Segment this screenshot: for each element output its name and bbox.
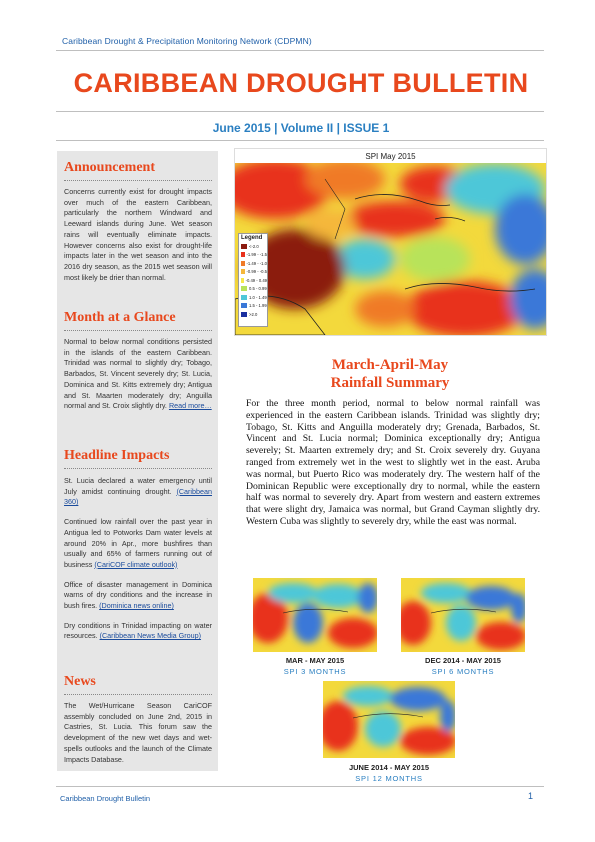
spi-6-caption: DEC 2014 - MAY 2015 bbox=[425, 656, 501, 665]
legend-label: <-2.0 bbox=[249, 243, 259, 249]
page-number: 1 bbox=[528, 791, 534, 801]
impact-text: St. Lucia declared a water emergency until July amidst continuing drought. bbox=[64, 476, 212, 496]
impact-item bbox=[64, 580, 212, 612]
legend-swatch bbox=[241, 312, 247, 317]
impact-text: Dry conditions in Trinidad impacting on water resources. bbox=[64, 620, 212, 641]
legend-label: -1.49 - -1.0 bbox=[246, 260, 267, 266]
spi-12-subcaption: SPI 12 MONTHS bbox=[355, 774, 423, 783]
summary-title-line2: Rainfall Summary bbox=[330, 375, 450, 391]
read-more-link[interactable]: Read more… bbox=[168, 401, 212, 411]
legend-swatch bbox=[241, 269, 245, 274]
title-rule bbox=[56, 111, 544, 112]
legend-item bbox=[239, 259, 267, 268]
announcement-text: Concerns currently exist for drought impacts over much of the eastern Caribbean, particularly the northern Windward and Leeward islands during June. Wet season rains will eventually eliminate impacts. However concerns also exist for drought-life impacts later in the wet season and into the 2016 dry season, as the 2015 wet season will most likely be drier than normal. bbox=[64, 187, 212, 282]
legend-item bbox=[239, 242, 267, 251]
summary-title-line1: March-April-May bbox=[331, 357, 449, 373]
impact-link[interactable]: (Caribbean News Media Group) bbox=[99, 631, 202, 641]
summary-title bbox=[222, 356, 558, 392]
spi-12-map-graphic bbox=[323, 681, 455, 758]
legend-swatch bbox=[241, 244, 247, 249]
spi-3-subcaption: SPI 3 MONTHS bbox=[283, 667, 347, 676]
legend-label: 1.0 - 1.49 bbox=[249, 294, 267, 300]
glance-text: Normal to below normal conditions persisted in the islands of the eastern Caribbean. Trinidad was normal to slightly dry; Tobago, Barbados, St. Vincent severely dry; St. Lucia, Dominica and St. Kitts extremely dry; Antigua and St. Maarten moderately dry; Anguilla normal and St. Croix slightly dry. bbox=[64, 337, 212, 411]
impact-link[interactable]: (CariCOF climate outlook) bbox=[94, 559, 178, 569]
legend-title: Legend bbox=[241, 235, 263, 241]
legend-swatch bbox=[241, 303, 247, 308]
glance-paragraph bbox=[64, 337, 212, 412]
spi-6-map-graphic bbox=[401, 578, 525, 652]
spi-6-month-map bbox=[401, 578, 525, 652]
impact-item bbox=[64, 476, 212, 508]
footer-rule bbox=[56, 786, 544, 787]
legend-items bbox=[239, 242, 267, 319]
glance-section bbox=[64, 310, 212, 412]
spi-12-caption: JUNE 2014 - MAY 2015 bbox=[348, 763, 430, 772]
issue-line: June 2015 | Volume II | ISSUE 1 bbox=[212, 121, 390, 135]
footer-title: Caribbean Drought Bulletin bbox=[60, 794, 151, 803]
impact-item bbox=[64, 621, 212, 642]
legend-item bbox=[239, 302, 267, 311]
spi-map-title: SPI May 2015 bbox=[365, 152, 416, 161]
legend-item bbox=[239, 251, 267, 260]
legend-swatch bbox=[241, 295, 247, 300]
spi-3-caption: MAR - MAY 2015 bbox=[285, 656, 345, 665]
summary-text: For the three month period, normal to below normal rainfall was experienced in the eastern Caribbean islands. Trinidad was slightly dry; Tobago, St. Kitts and Anguilla moderately dry; Grenada, Barbados, St. Vincent and St. Lucia normal; Dominica exceptionally dry; Antigua severely; St. Maarten extremely dry; and St. Croix severely dry. Guyana ranged from extremely wet in the west to slightly wet in the east. Aruba was normal, but Puerto Rico was moderately dry. The western half of the Dominican Republic were exceptionally dry to normal, while the eastern half was normal to severely dry. Apart from western and eastern extremes that were slight dry, Jamaica was normal, but Grand Cayman slightly dry. Western Cuba was slightly to severely dry, while the east was normal. bbox=[246, 398, 540, 527]
announcement-heading: Announcement bbox=[64, 160, 212, 181]
impact-link[interactable]: (Dominica news online) bbox=[99, 601, 174, 611]
spi-12-month-map bbox=[323, 681, 455, 758]
legend-item bbox=[239, 268, 267, 277]
map-legend bbox=[238, 233, 268, 327]
legend-label: -1.99 - -1.5 bbox=[246, 252, 267, 258]
legend-label: 0.5 - 0.99 bbox=[249, 286, 267, 292]
legend-swatch bbox=[241, 252, 245, 257]
legend-item bbox=[239, 276, 267, 285]
legend-label: >2.0 bbox=[249, 311, 258, 317]
issue-rule bbox=[56, 140, 544, 141]
impacts-section bbox=[64, 448, 212, 642]
legend-swatch bbox=[241, 286, 247, 291]
announcement-section bbox=[64, 160, 212, 283]
impact-item bbox=[64, 517, 212, 571]
legend-item bbox=[239, 293, 267, 302]
impacts-heading: Headline Impacts bbox=[64, 448, 212, 469]
legend-item bbox=[239, 310, 267, 319]
legend-label: -0.49 - 0.49 bbox=[245, 277, 267, 283]
legend-swatch bbox=[241, 261, 245, 266]
impact-text: Continued low rainfall over the past year in Antigua led to Potworks Dam water levels at around 20% in Apr., more bushfires than usually and 65% of farmers running out of business bbox=[64, 517, 212, 569]
legend-label: -0.99 - -0.5 bbox=[246, 269, 267, 275]
legend-swatch bbox=[241, 278, 244, 283]
spi-map-graphic bbox=[235, 149, 546, 335]
bulletin-title: CARIBBEAN DROUGHT BULLETIN bbox=[73, 68, 529, 98]
network-name: Caribbean Drought & Precipitation Monitoring Network (CDPMN) bbox=[62, 36, 312, 46]
spi-3-map-graphic bbox=[253, 578, 377, 652]
spi-6-subcaption: SPI 6 MONTHS bbox=[431, 667, 495, 676]
news-text: The Wet/Hurricane Season CariCOF assembly concluded on June 2nd, 2015 in Castries, St. Lucia. This forum saw the development of the new wet days and wet-spells outlooks and the launch of the Climate Impacts Database. bbox=[64, 701, 212, 764]
legend-label: 1.5 - 1.99 bbox=[249, 303, 267, 309]
spi-main-map bbox=[234, 148, 547, 336]
news-heading: News bbox=[64, 674, 212, 695]
impact-text: Office of disaster management in Dominica warns of dry conditions and the increase in bush fires. bbox=[64, 579, 212, 611]
glance-heading: Month at a Glance bbox=[64, 310, 212, 331]
spi-3-month-map bbox=[253, 578, 377, 652]
legend-item bbox=[239, 285, 267, 294]
impact-link[interactable]: (Caribbean 360) bbox=[64, 486, 212, 507]
header-rule bbox=[56, 50, 544, 51]
news-section bbox=[64, 674, 212, 765]
